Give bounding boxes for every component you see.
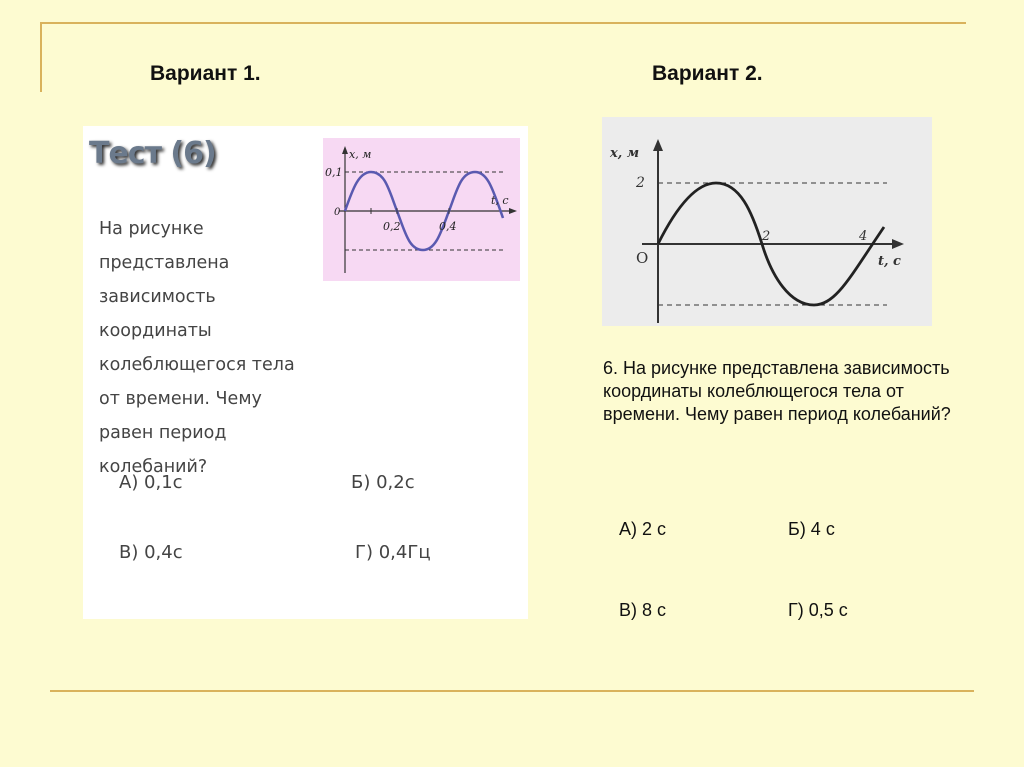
graph-1-y-label: x, м <box>349 148 372 161</box>
variant-1-card <box>83 126 528 619</box>
graph-2-x-tick-1: 2 <box>762 229 771 244</box>
graph-1-x-label: t, c <box>491 194 509 207</box>
variant-2-answer-a[interactable]: А) 2 с <box>619 519 667 539</box>
graph-2-y-tick: 2 <box>636 175 645 191</box>
frame-bottom-line <box>50 690 974 692</box>
variant-1-title: Вариант 1. <box>150 62 261 85</box>
frame-left-line <box>40 22 42 92</box>
variant-1-answer-b[interactable]: Б) 0,2с <box>351 472 415 493</box>
variant-1-answer-c[interactable]: В) 0,4с <box>119 542 183 563</box>
graph-2-y-arrow <box>653 139 663 151</box>
graph-2-x-arrow <box>892 239 904 249</box>
variant-2-answer-d[interactable]: Г) 0,5 с <box>788 600 848 620</box>
variant-2-graph-panel <box>602 117 932 326</box>
test-label: Тест (6) <box>89 136 216 171</box>
graph-2-origin: O <box>636 249 649 267</box>
frame-top-line <box>40 22 966 24</box>
variant-2-title: Вариант 2. <box>652 62 763 85</box>
graph-1-origin: 0 <box>334 207 341 218</box>
variant-1-question: На рисунке представлена зависимость координаты колеблющегося тела от времени. Чему равен период колебаний? <box>99 219 295 477</box>
graph-1-y-tick: 0,1 <box>325 166 343 179</box>
variant-2-graph <box>602 117 932 326</box>
variant-2-answer-b[interactable]: Б) 4 с <box>788 519 835 539</box>
graph-2-y-label: x, м <box>610 146 640 161</box>
variant-1-graph <box>323 138 520 281</box>
graph-1-x-tick-1: 0,2 <box>383 220 401 233</box>
variant-2-question: 6. На рисунке представлена зависимость координаты колеблющегося тела от времени. Чему равен период колебаний? <box>603 358 951 424</box>
graph-2-x-tick-2: 4 <box>859 229 868 244</box>
graph-2-x-label: t, c <box>878 254 901 269</box>
variant-2-answer-c[interactable]: В) 8 с <box>619 600 667 620</box>
variant-1-answer-a[interactable]: А) 0,1с <box>119 472 183 493</box>
variant-1-answer-d[interactable]: Г) 0,4Гц <box>355 542 431 563</box>
graph-1-x-tick-2: 0,4 <box>439 220 457 233</box>
